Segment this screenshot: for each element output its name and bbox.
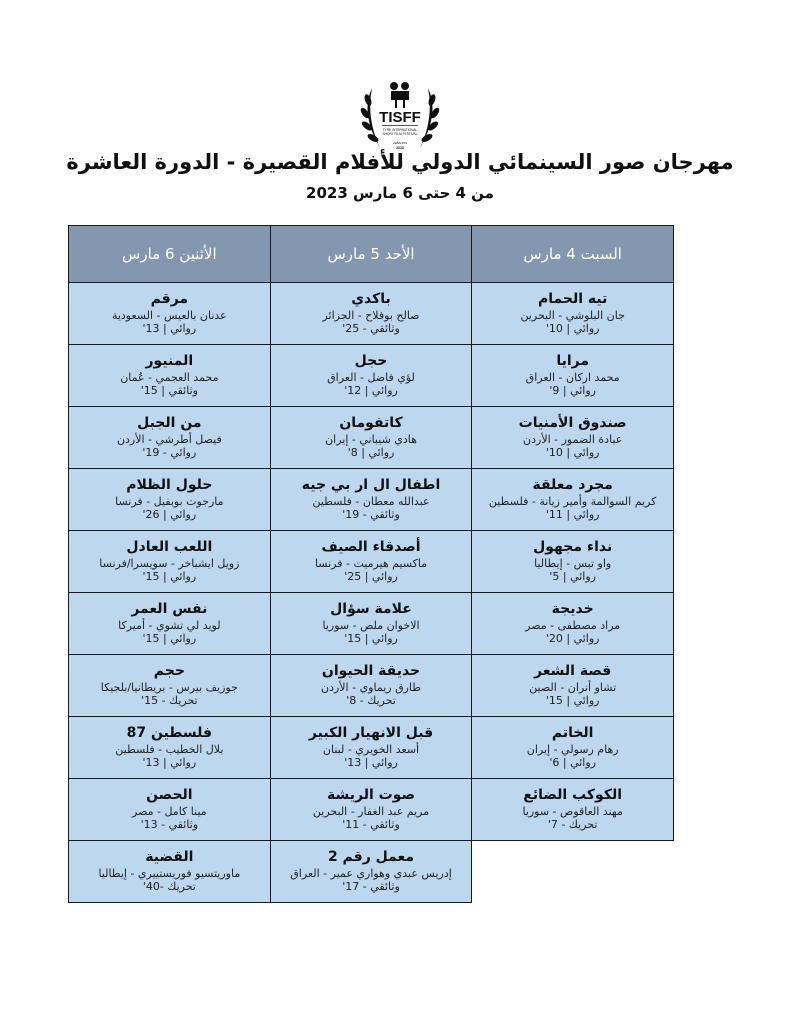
header-row	[69, 226, 674, 283]
film-cell	[69, 531, 271, 593]
film-genre-duration: وثائقي - 25'	[342, 322, 400, 336]
film-cell	[270, 407, 472, 469]
film-cell	[472, 593, 674, 655]
column-header-sunday: الأحد 5 مارس	[270, 226, 472, 283]
film-cell	[270, 717, 472, 779]
table-row	[69, 407, 674, 469]
film-genre-duration: وثائقي - 19'	[342, 508, 400, 522]
film-director-country: الاخوان ملص - سوريا	[322, 618, 420, 632]
film-genre-duration: روائي | 15'	[142, 570, 197, 584]
film-title: صندوق الأمنيات	[518, 415, 627, 431]
film-director-country: مهند العاقوص - سوريا	[522, 804, 623, 818]
film-cell	[69, 469, 271, 531]
film-cell	[472, 469, 674, 531]
film-director-country: ماوريتسيو فوريستييري - إيطاليا	[98, 866, 241, 880]
film-title: تيه الحمام	[537, 291, 608, 307]
film-cell	[69, 407, 271, 469]
film-genre-duration: روائي | 13'	[142, 756, 197, 770]
film-title: حلول الظلام	[126, 477, 213, 493]
film-title: كاتفومان	[339, 415, 403, 431]
film-cell	[472, 655, 674, 717]
table-row	[69, 841, 674, 903]
film-cell	[69, 717, 271, 779]
film-director-country: محمد العجمي - عُمان	[120, 370, 219, 384]
film-genre-duration: روائي | 5'	[549, 570, 596, 584]
film-cell	[270, 469, 472, 531]
film-cell	[270, 779, 472, 841]
film-director-country: عبدالله معطان - فلسطين	[312, 494, 430, 508]
film-title: مرايا	[556, 353, 590, 369]
film-title: اللعب العادل	[126, 539, 213, 555]
film-director-country: جوزيف بيرس - بريطانيا/بلجيكا	[100, 680, 238, 694]
film-director-country: بلال الخطيب - فلسطين	[115, 742, 224, 756]
film-title: اطفال ال ار بي جيه	[301, 477, 441, 493]
film-genre-duration: وثائقي - 13'	[140, 818, 199, 832]
film-cell	[69, 655, 271, 717]
film-title: صوت الريشة	[327, 787, 416, 803]
film-genre-duration: روائي | 20'	[545, 632, 600, 646]
film-genre-duration: روائي | 13'	[142, 322, 197, 336]
table-row	[69, 283, 674, 345]
film-director-country: لؤي فاضل - العراق	[327, 370, 415, 384]
empty-cell	[472, 841, 674, 903]
film-title: باكدي	[351, 291, 391, 307]
film-title: مرقم	[150, 291, 189, 307]
film-genre-duration: روائي | 10'	[545, 446, 600, 460]
page-title: مهرجان صور السينمائي الدولي للأفلام القصيرة - الدورة العاشرة	[66, 150, 734, 174]
column-header-monday: الأثنين 6 مارس	[69, 226, 271, 283]
film-cell	[472, 283, 674, 345]
film-director-country: صالح بوفلاح - الجزائر	[322, 308, 420, 322]
film-genre-duration: روائي | 26'	[142, 508, 197, 522]
film-cell	[472, 345, 674, 407]
svg-text:LEBANON: LEBANON	[392, 141, 408, 145]
film-director-country: محمد اركان - العراق	[525, 370, 620, 384]
film-director-country: لويد لي تشوي - أميركا	[118, 618, 221, 632]
film-cell	[472, 407, 674, 469]
film-genre-duration: تحريك - 15'	[141, 694, 198, 708]
film-genre-duration: روائي - 19'	[142, 446, 197, 460]
film-director-country: مريم عبد الغفار - البحرين	[312, 804, 430, 818]
film-genre-duration: روائي | 15'	[344, 632, 398, 646]
film-genre-duration: تحريك - 8'	[346, 694, 396, 708]
svg-text:2023: 2023	[396, 146, 404, 150]
film-genre-duration: روائي | 13'	[344, 756, 398, 770]
film-title: قبل الانهيار الكبير	[308, 725, 434, 741]
film-title: حجل	[354, 353, 388, 369]
table-row	[69, 345, 674, 407]
film-director-country: فيصل أطرشي - الأردن	[116, 432, 222, 446]
film-cell	[472, 717, 674, 779]
film-director-country: واو تبس - إيطاليا	[534, 556, 612, 570]
svg-text:SHORT FILM FESTIVAL: SHORT FILM FESTIVAL	[382, 132, 418, 136]
table-row	[69, 593, 674, 655]
film-genre-duration: روائي | 15'	[142, 632, 197, 646]
film-genre-duration: روائي | 8'	[347, 446, 395, 460]
film-genre-duration: وثائقي | 15'	[140, 384, 198, 398]
film-title: قصة الشعر	[534, 663, 612, 679]
film-title: المنيور	[145, 353, 194, 369]
film-genre-duration: روائي | 11'	[545, 508, 600, 522]
table-row	[69, 655, 674, 717]
film-title: حديقة الحيوان	[321, 663, 421, 679]
film-director-country: عبادة الضمور - الأردن	[523, 432, 623, 446]
film-director-country: كريم السوالمة وأمير زيانة - فلسطين	[488, 494, 657, 508]
film-title: نفس العمر	[131, 601, 208, 617]
film-title: أصدقاء الصيف	[321, 539, 421, 555]
film-genre-duration: وثائقي - 11'	[342, 818, 400, 832]
table-row	[69, 779, 674, 841]
film-cell	[270, 283, 472, 345]
film-genre-duration: روائي | 12'	[344, 384, 398, 398]
svg-text:TYRE INTERNATIONAL: TYRE INTERNATIONAL	[382, 128, 418, 132]
film-cell	[69, 841, 271, 903]
film-director-country: طارق ريماوي - الأردن	[320, 680, 422, 694]
film-genre-duration: روائي | 9'	[549, 384, 596, 398]
film-title: مجرد معلقة	[532, 477, 613, 493]
film-genre-duration: روائي | 25'	[344, 570, 398, 584]
film-title: الخاتم	[551, 725, 594, 741]
film-genre-duration: تحريك -40'	[142, 880, 196, 894]
film-director-country: هادي شيباني - إيران	[325, 432, 417, 446]
film-title: خديجة	[551, 601, 594, 617]
film-genre-duration: وثائقي - 17'	[342, 880, 400, 894]
film-title: علامة سؤال	[330, 601, 412, 617]
film-genre-duration: تحريك - 7'	[547, 818, 598, 832]
film-title: نداء مجهول	[533, 539, 613, 555]
festival-logo	[350, 78, 450, 158]
film-director-country: عدنان بالعيس - السعودية	[111, 308, 227, 322]
schedule-table	[68, 225, 674, 903]
film-genre-duration: روائي | 15'	[545, 694, 600, 708]
table-row	[69, 717, 674, 779]
film-title: معمل رقم 2	[327, 849, 415, 865]
svg-text:TISFF: TISFF	[379, 109, 421, 126]
film-director-country: مينا كامل - مصر	[132, 804, 207, 818]
film-genre-duration: روائي | 10'	[545, 322, 600, 336]
film-cell	[270, 655, 472, 717]
film-director-country: مراد مصطفى - مصر	[525, 618, 621, 632]
film-cell	[270, 531, 472, 593]
table-row	[69, 469, 674, 531]
table-row	[69, 531, 674, 593]
film-title: القضية	[145, 849, 194, 865]
film-title: الحصن	[146, 787, 193, 803]
film-cell	[69, 283, 271, 345]
film-cell	[472, 531, 674, 593]
film-cell	[270, 345, 472, 407]
film-director-country: تشاو أنران - الصين	[529, 680, 617, 694]
film-cell	[69, 345, 271, 407]
film-cell	[270, 593, 472, 655]
film-director-country: إدريس عبدي وهواري عمير - العراق	[290, 866, 452, 880]
film-title: الكوكب الضائع	[523, 787, 623, 803]
film-title: من الجبل	[137, 415, 202, 431]
film-director-country: زويل ايشباخر - سويسرا/فرنسا	[99, 556, 240, 570]
film-director-country: مارجوت بوبفيل - فرنسا	[115, 494, 224, 508]
film-cell	[472, 779, 674, 841]
film-cell	[69, 779, 271, 841]
film-director-country: رهام رسولي - إيران	[526, 742, 619, 756]
film-director-country: جان البلوشي - البحرين	[520, 308, 625, 322]
film-director-country: ماكسيم هيرميت - فرنسا	[314, 556, 428, 570]
date-range: من 4 حتى 6 مارس 2023	[306, 184, 494, 202]
film-director-country: أسعد الخويري - لبنان	[322, 742, 420, 756]
film-title: فلسطين 87	[126, 725, 213, 741]
film-cell	[270, 841, 472, 903]
film-genre-duration: روائي | 6'	[549, 756, 596, 770]
column-header-saturday: السبت 4 مارس	[472, 226, 674, 283]
film-title: حجم	[153, 663, 185, 679]
film-cell	[69, 593, 271, 655]
